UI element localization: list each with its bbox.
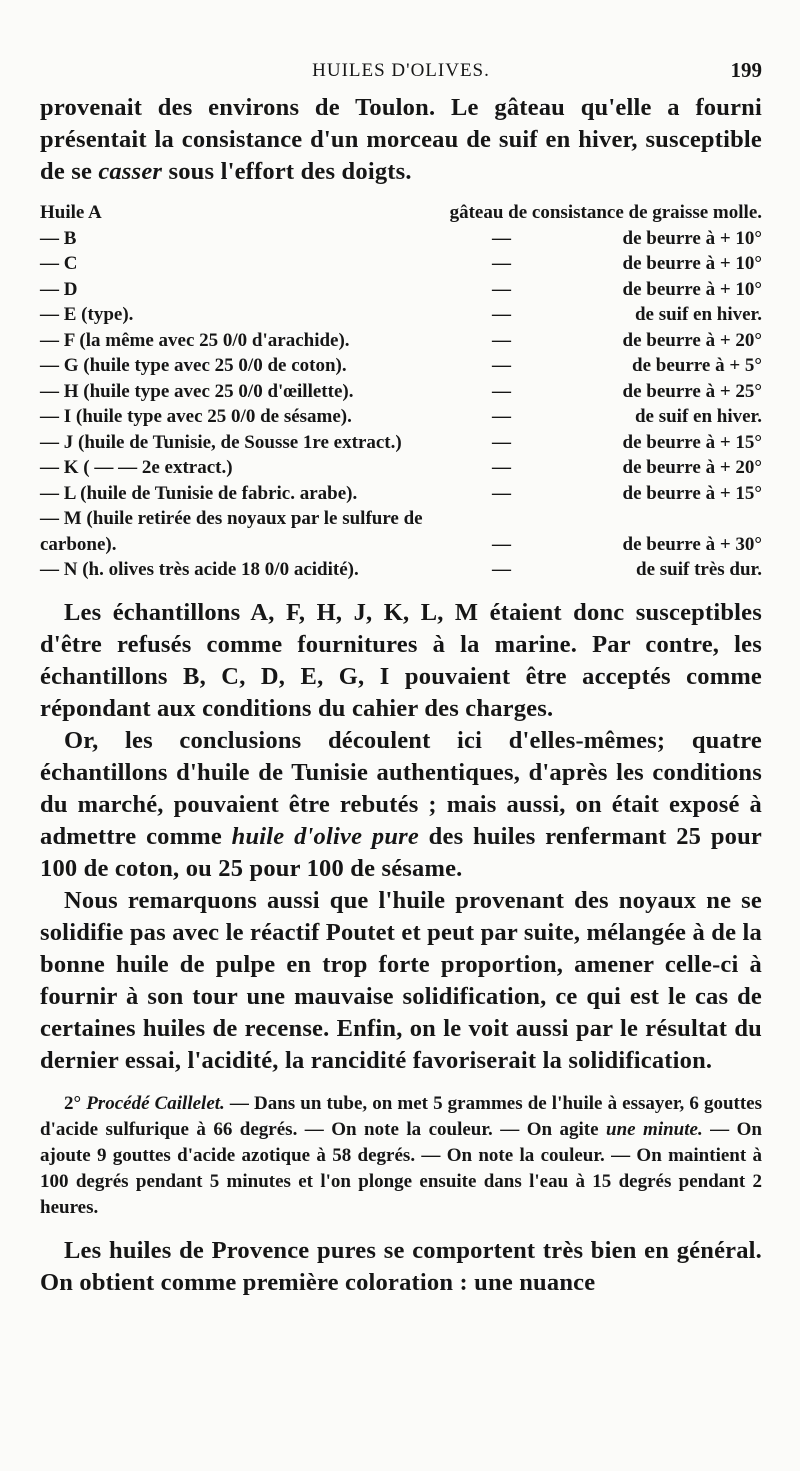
row-ditto: — — [492, 355, 511, 376]
row-label: — N (h. olives très acide 18 0/0 acidité). — [40, 559, 359, 580]
row-label: — G (huile type avec 25 0/0 de coton). — [40, 355, 347, 376]
note-italic: une minute. — [606, 1118, 703, 1140]
paragraph-samples: Les échantillons A, F, H, J, K, L, M étaient donc susceptibles d'être refusés comme fournitures à la marine. Par contre, les échantillons B, C, D, E, G, I pouvaient être acceptés comme répondant aux conditions du cahier des charges. — [40, 598, 762, 722]
table-row — [40, 430, 762, 456]
note-text-1: — Dans un tube, on met 5 grammes de l'huile à essayer, 6 gouttes d'acide sulfurique à 66 degrés. — On note la couleur. — On agite — [40, 1092, 763, 1140]
paragraph-noyaux: Nous remarquons aussi que l'huile provenant des noyaux ne se solidifie pas avec le réactif Poutet et peut par suite, mélangée à de la bonne huile de pulpe en trop forte proportion, amener celle-ci à fournir à son tour une mauvaise solidification, ce qui est le cas de certaines huiles de recense. Enfin, on le voit aussi par le résultat du dernier essai, l'acidité, la rancidité favoriserait la solidification. — [40, 886, 762, 1074]
intro-paragraph — [40, 92, 762, 188]
row-ditto: — — [492, 329, 511, 351]
row-value: de suif en hiver. — [634, 406, 762, 427]
row-value: de suif très dur. — [636, 559, 762, 580]
row-ditto — [364, 200, 450, 226]
table-row — [40, 302, 762, 328]
page-number: 199 — [730, 58, 762, 82]
row-ditto: — — [492, 253, 511, 274]
row-label: — J (huile de Tunisie, de Sousse 1re extract.) — [40, 431, 402, 453]
row-ditto: — — [492, 380, 511, 402]
row-value: de beurre à + 15° — [622, 431, 762, 453]
row-value: de beurre à + 30° — [622, 533, 762, 555]
row-value: de beurre à + 25° — [622, 380, 762, 402]
table-row — [40, 226, 762, 252]
row-value: de beurre à + 10° — [622, 253, 762, 274]
table-row — [40, 251, 762, 277]
conclusions-text-2: des huiles renfermant 25 pour 100 de coton, ou 25 pour 100 de sésame. — [40, 822, 763, 882]
table-row — [40, 481, 762, 507]
running-title: HUILES D'OLIVES. — [312, 60, 490, 81]
intro-text-1: provenait des environs de Toulon. Le gâteau qu'elle a fourni présentait la consistance d'un morceau de suif en hiver, susceptible de se — [40, 94, 762, 185]
note-number: 2° — [64, 1092, 87, 1114]
note-procede-caillelet — [40, 1091, 762, 1221]
intro-text-2: sous l'effort des doigts. — [162, 158, 412, 185]
table-row — [40, 404, 762, 430]
row-ditto: — — [492, 482, 511, 504]
note-title: Procédé Caillelet. — [86, 1092, 225, 1114]
row-label: Huile A — [40, 202, 102, 223]
paragraph-provence: Les huiles de Provence pures se comportent très bien en général. On obtient comme première coloration : une nuance — [40, 1236, 762, 1296]
table-row — [40, 353, 762, 379]
row-ditto: — — [492, 431, 511, 453]
row-label: — L (huile de Tunisie de fabric. arabe). — [40, 482, 358, 504]
row-ditto: — — [492, 533, 511, 555]
row-value: de beurre à + 20° — [622, 329, 762, 351]
row-label: — I (huile type avec 25 0/0 de sésame). — [40, 406, 352, 427]
row-value: de suif en hiver. — [634, 304, 762, 325]
row-label: — M (huile retirée des noyaux par le sulfure de carbone). — [40, 508, 423, 555]
row-label: — B — [40, 227, 77, 249]
row-ditto: — — [492, 559, 511, 580]
row-label: — H (huile type avec 25 0/0 d'œillette). — [40, 380, 354, 402]
row-ditto: — — [492, 278, 511, 300]
page — [40, 52, 762, 1299]
table-row — [40, 557, 762, 583]
row-value: de beurre à + 20° — [622, 457, 762, 478]
table-row — [40, 328, 762, 354]
row-label: — K ( — — 2e extract.) — [40, 457, 233, 478]
row-label: — D — [40, 278, 78, 300]
row-label: — C — [40, 253, 78, 274]
row-ditto: — — [492, 457, 511, 478]
row-value: de beurre à + 10° — [622, 227, 762, 249]
row-ditto: — — [492, 304, 511, 325]
intro-italic: casser — [98, 158, 163, 185]
note-text-2: — On ajoute 9 gouttes d'acide azotique à 58 degrés. — On note la couleur. — On maintient à 100 degrés pendant 5 minutes et l'on plonge ensuite dans l'eau à 15 degrés pendant 2 heures. — [40, 1118, 762, 1218]
table-row — [40, 506, 762, 557]
table-row — [40, 200, 762, 226]
table-row — [40, 379, 762, 405]
row-ditto: — — [492, 227, 511, 249]
row-label: — E (type). — [40, 304, 134, 325]
conclusions-italic: huile d'olive pure — [231, 822, 419, 850]
solidification-table — [40, 200, 762, 583]
row-value: de beurre à + 15° — [622, 482, 762, 504]
conclusions-text-1: Or, les conclusions découlent ici d'elles-mêmes; quatre échantillons d'huile de Tunisie authentiques, d'après les conditions du marché, pouvaient être rebutés ; mais aussi, on était exposé à admettre comme — [40, 726, 762, 850]
table-row — [40, 277, 762, 303]
running-head — [40, 52, 762, 86]
row-value: de beurre à + 10° — [622, 278, 762, 300]
row-ditto: — — [492, 406, 511, 427]
paragraph-conclusions — [40, 725, 762, 885]
table-row — [40, 455, 762, 481]
row-value: gâteau de consistance de graisse molle. — [449, 202, 762, 223]
row-value: de beurre à + 5° — [632, 355, 762, 376]
row-label: — F (la même avec 25 0/0 d'arachide). — [40, 329, 350, 351]
